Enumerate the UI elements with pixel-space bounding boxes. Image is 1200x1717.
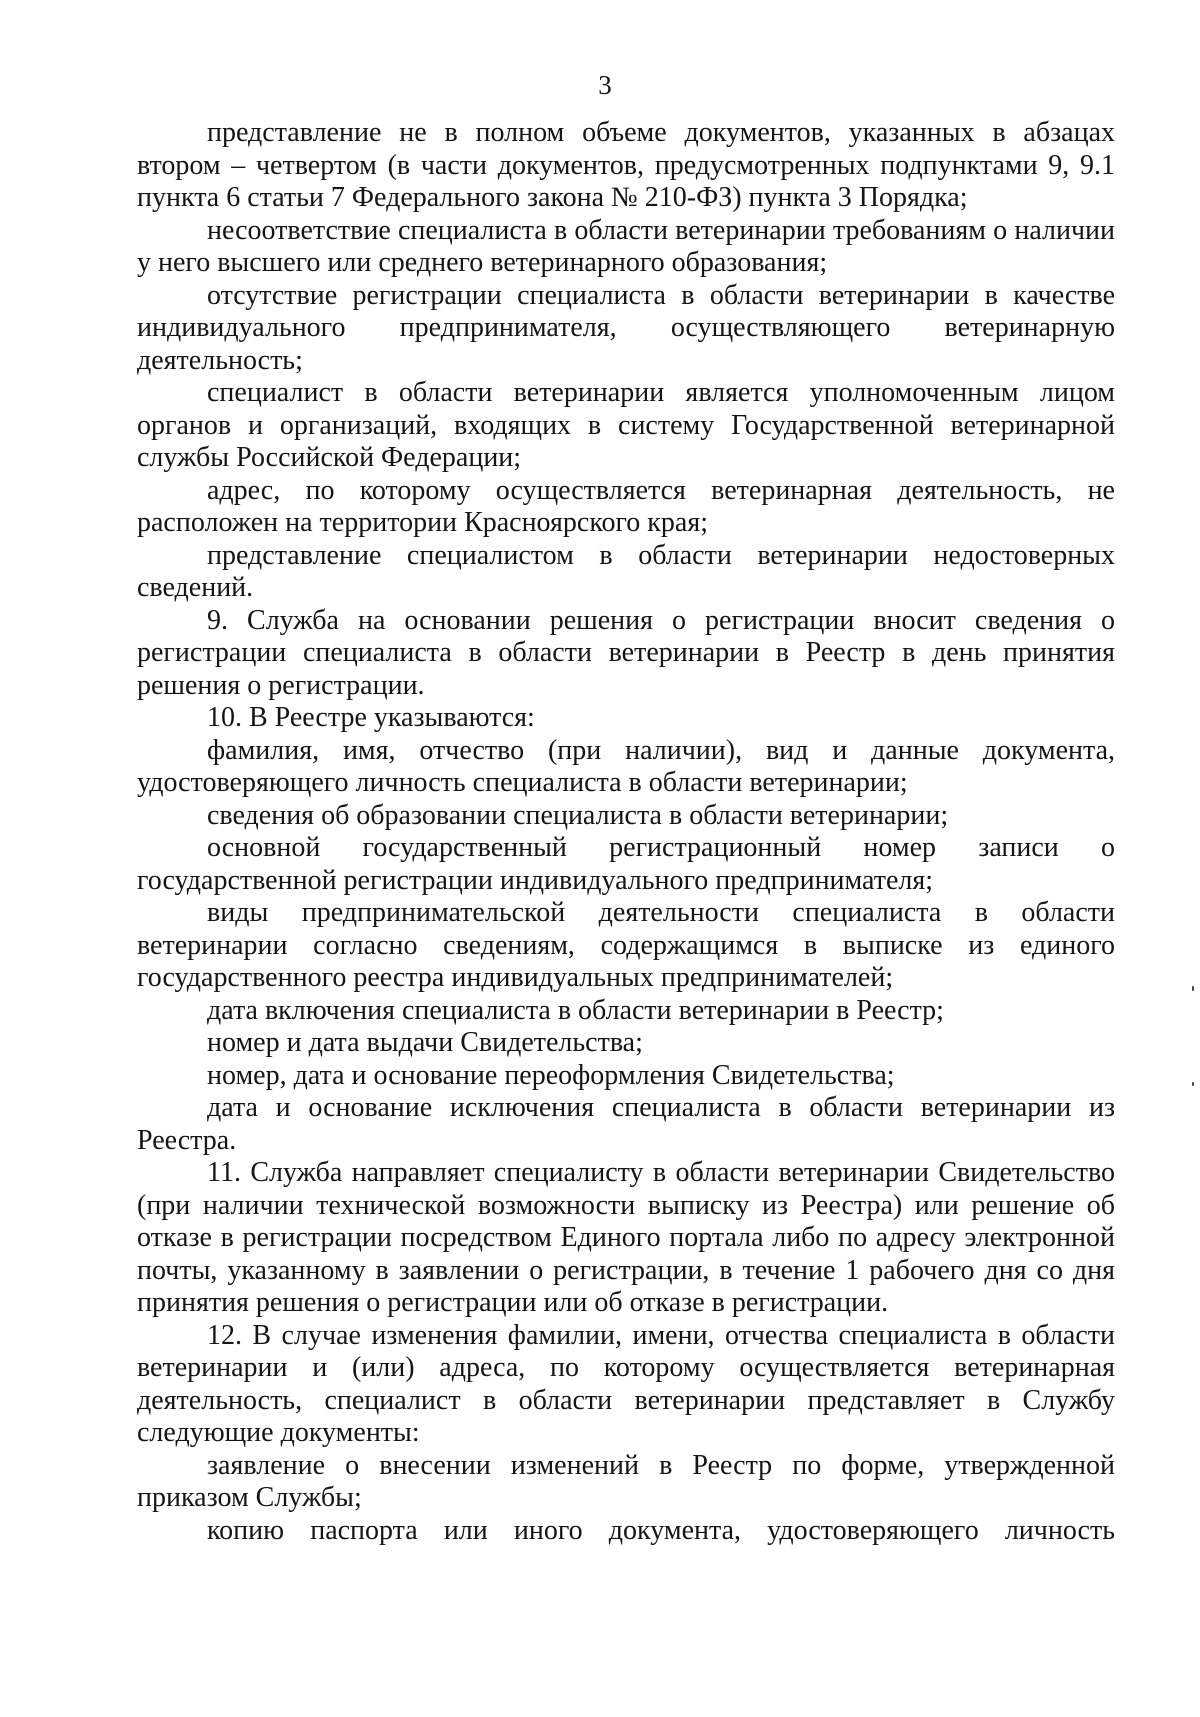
paragraph: номер, дата и основание переоформления Свидетельства; <box>207 1059 895 1091</box>
paragraph: номер и дата выдачи Свидетельства; <box>207 1027 643 1058</box>
paragraph: копию паспорта или иного документа, удостоверяющего личность <box>207 1514 1115 1546</box>
paragraph: основной государственный регистрационный номер записи о государственной регистрации индивидуального предпринимателя; <box>137 832 1115 896</box>
paragraph: 11. Служба направляет специалисту в области ветеринарии Свидетельство (при наличии технической возможности выписку из Реестра) или решение об отказе в регистрации посредством Единого портала либо по адресу электронной почты, указанному в заявлении о регистрации, в течение 1 рабочего дня со дня принятия решения о регистрации или об отказе в регистрации. <box>137 1157 1115 1318</box>
paragraph: дата и основание исключения специалиста в области ветеринарии из Реестра. <box>137 1092 1115 1156</box>
paragraph: специалист в области ветеринарии является уполномоченным лицом органов и организаций, входящих в систему Государственной ветеринарной службы Российской Федерации; <box>137 377 1115 473</box>
paragraph: представление специалистом в области ветеринарии недостоверных сведений. <box>137 539 1115 603</box>
paragraph: заявление о внесении изменений в Реестр по форме, утвержденной приказом Службы; <box>137 1449 1115 1513</box>
paragraph: 9. Служба на основании решения о регистрации вносит сведения о регистрации специалиста в области ветеринарии в Реестр в день принятия решения о регистрации. <box>137 604 1115 701</box>
scan-artifact <box>1192 1082 1194 1086</box>
scan-artifact <box>1192 986 1194 991</box>
paragraph: фамилия, имя, отчество (при наличии), вид и данные документа, удостоверяющего личность специалиста в области ветеринарии; <box>137 734 1115 798</box>
paragraph: 10. В Реестре указываются: <box>207 702 535 733</box>
paragraph: виды предпринимательской деятельности специалиста в области ветеринарии согласно сведениям, содержащимся в выписке из единого государственного реестра индивидуальных предпринимателей; <box>137 897 1115 993</box>
paragraph: дата включения специалиста в области ветеринарии в Реестр; <box>207 994 944 1026</box>
paragraph: 12. В случае изменения фамилии, имени, отчества специалиста в области ветеринарии и (или) адреса, по которому осуществляется ветеринарная деятельность, специалист в области ветеринарии представляет в Службу следующие документы: <box>137 1319 1115 1448</box>
paragraph: адрес, по которому осуществляется ветеринарная деятельность, не расположен на территории Красноярского края; <box>137 474 1115 538</box>
paragraph: несоответствие специалиста в области ветеринарии требованиям о наличии у него высшего или среднего ветеринарного образования; <box>137 214 1115 278</box>
page-number: 3 <box>598 70 612 100</box>
paragraph: представление не в полном объеме документов, указанных в абзацах втором – четвертом (в части документов, предусмотренных подпунктами 9, 9.1 пункта 6 статьи 7 Федерального закона № 210-ФЗ) пункта 3 Порядка; <box>137 117 1115 213</box>
paragraph: сведения об образовании специалиста в области ветеринарии; <box>207 799 949 831</box>
document-body <box>137 117 1115 1547</box>
paragraph: отсутствие регистрации специалиста в области ветеринарии в качестве индивидуального предпринимателя, осуществляющего ветеринарную деятельность; <box>137 279 1115 376</box>
